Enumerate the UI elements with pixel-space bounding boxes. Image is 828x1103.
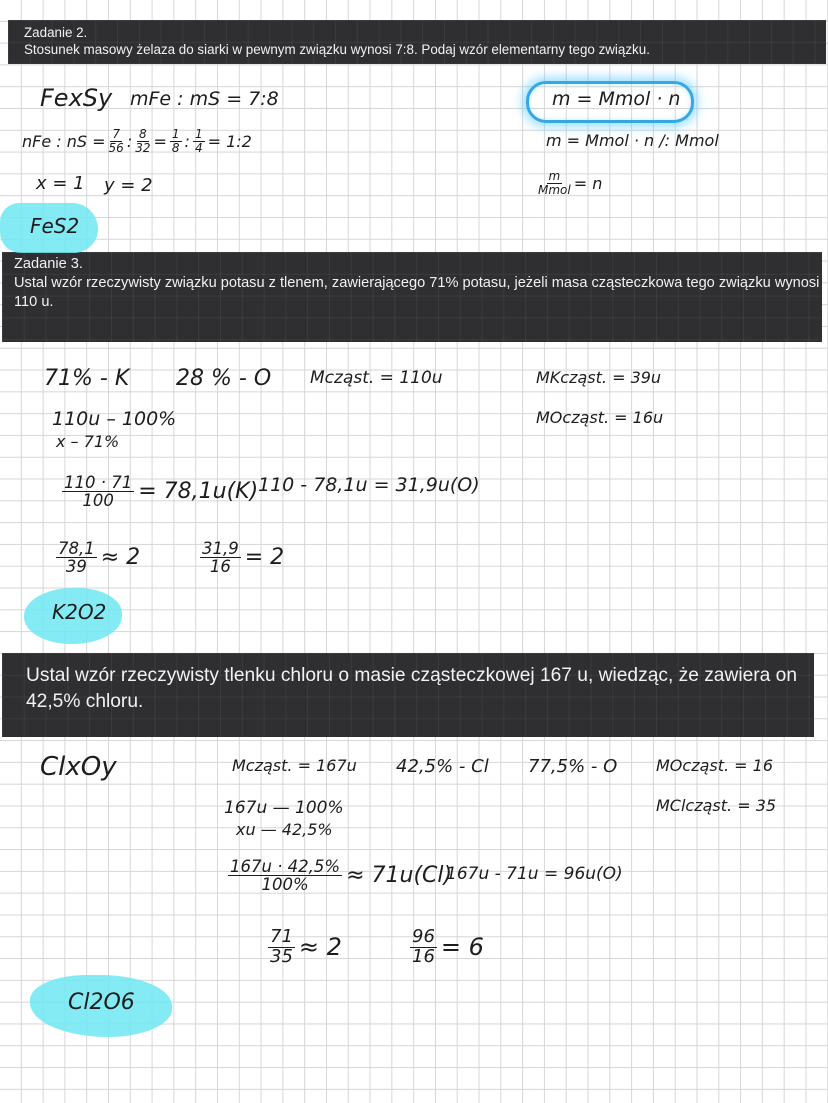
t2-answer: FeS2 bbox=[30, 214, 80, 238]
task-3-text: Ustal wzór rzeczywisty związku potasu z tlenem, zawierającego 71% potasu, jeżeli masa cząsteczkowa tego związku wynosi 110 u. bbox=[14, 275, 820, 310]
task-3-box bbox=[2, 252, 822, 342]
task-4-box bbox=[2, 653, 814, 737]
t4-div-o: $\frac{96}{16}$ = 6 bbox=[412, 926, 484, 967]
task-4-text: Ustal wzór rzeczywisty tlenku chloru o masie cząsteczkowej 167 u, wiedząc, że zawiera on 42,5% chloru. bbox=[26, 665, 798, 712]
t4-formula-general: ClxOy bbox=[40, 752, 117, 782]
t3-proportion-1: 110u – 100% bbox=[52, 408, 177, 430]
t3-calc-k: $\frac{110 \cdot 71}{100}$ = 78,1u(K) bbox=[64, 473, 259, 511]
t3-molar-mass-k: MKcząst. = 39u bbox=[536, 368, 662, 387]
t2-frac-2: $\frac{8}{32}$ bbox=[135, 127, 151, 155]
t2-mole-ratio: nFe : nS = $\frac{7}{56}$ : $\frac{8}{32}$ = $\frac{1}{8}$ : $\frac{1}{4}$ = 1:2 bbox=[22, 127, 252, 155]
t3-o-percent: 28 % - O bbox=[176, 366, 272, 391]
task-2-text: Stosunek masowy żelaza do siarki w pewnym związku wynosi 7:8. Podaj wzór elementarny tego związku. bbox=[24, 42, 650, 57]
t2-frac-1: $\frac{7}{56}$ bbox=[108, 127, 124, 155]
t3-div-k: $\frac{78,1}{39}$ ≈ 2 bbox=[58, 539, 141, 577]
t2-x-value: x = 1 bbox=[36, 173, 85, 194]
t4-molar-mass-o: MOcząst. = 16 bbox=[656, 756, 774, 775]
t4-calc-cl: $\frac{167u \cdot 42,5\%}{100\%}$ ≈ 71u(Cl) bbox=[230, 857, 453, 895]
t3-answer: K2O2 bbox=[52, 600, 107, 624]
t2-y-value: y = 2 bbox=[104, 175, 153, 196]
task-3-title: Zadanie 3. bbox=[14, 256, 83, 272]
t2-frac-3: $\frac{1}{8}$ bbox=[171, 127, 180, 155]
t4-calc-o: 167u - 71u = 96u(O) bbox=[446, 864, 623, 884]
t3-calc-o: 110 - 78,1u = 31,9u(O) bbox=[258, 474, 480, 496]
t4-proportion-1: 167u — 100% bbox=[224, 798, 344, 818]
t2-frac-4: $\frac{1}{4}$ bbox=[194, 127, 203, 155]
t2-formula-line3: $\frac{m}{\text{Mmol}}$ = n bbox=[538, 169, 603, 197]
t3-molar-mass-o: MOcząst. = 16u bbox=[536, 408, 664, 427]
task-2-title: Zadanie 2. bbox=[24, 25, 88, 40]
t2-mole-result: = 1:2 bbox=[207, 131, 252, 151]
t3-k-percent: 71% - K bbox=[44, 366, 130, 391]
t2-mass-ratio: mFe : mS = 7:8 bbox=[130, 88, 279, 110]
t4-cl-percent: 42,5% - Cl bbox=[396, 756, 489, 777]
t4-molar-mass-cl: MClcząst. = 35 bbox=[656, 796, 777, 815]
t4-molar-mass: Mcząst. = 167u bbox=[232, 756, 357, 775]
t2-mole-lhs: nFe : nS = bbox=[22, 131, 106, 151]
t3-div-o: $\frac{31,9}{16}$ = 2 bbox=[202, 539, 285, 577]
t4-proportion-2: xu — 42,5% bbox=[236, 820, 333, 839]
t4-o-percent: 77,5% - O bbox=[528, 756, 618, 777]
task-2-box bbox=[8, 20, 826, 64]
t4-div-cl: $\frac{71}{35}$ ≈ 2 bbox=[270, 926, 342, 967]
t3-molar-mass: Mcząst. = 110u bbox=[310, 368, 443, 388]
t4-answer: Cl2O6 bbox=[68, 990, 135, 1015]
t2-formula-box: m = Mmol · n bbox=[552, 88, 681, 110]
t2-formula-line2: m = Mmol · n /: Mmol bbox=[546, 131, 719, 150]
t3-proportion-2: x – 71% bbox=[56, 432, 120, 451]
t2-formula-general: FexSy bbox=[40, 84, 113, 112]
